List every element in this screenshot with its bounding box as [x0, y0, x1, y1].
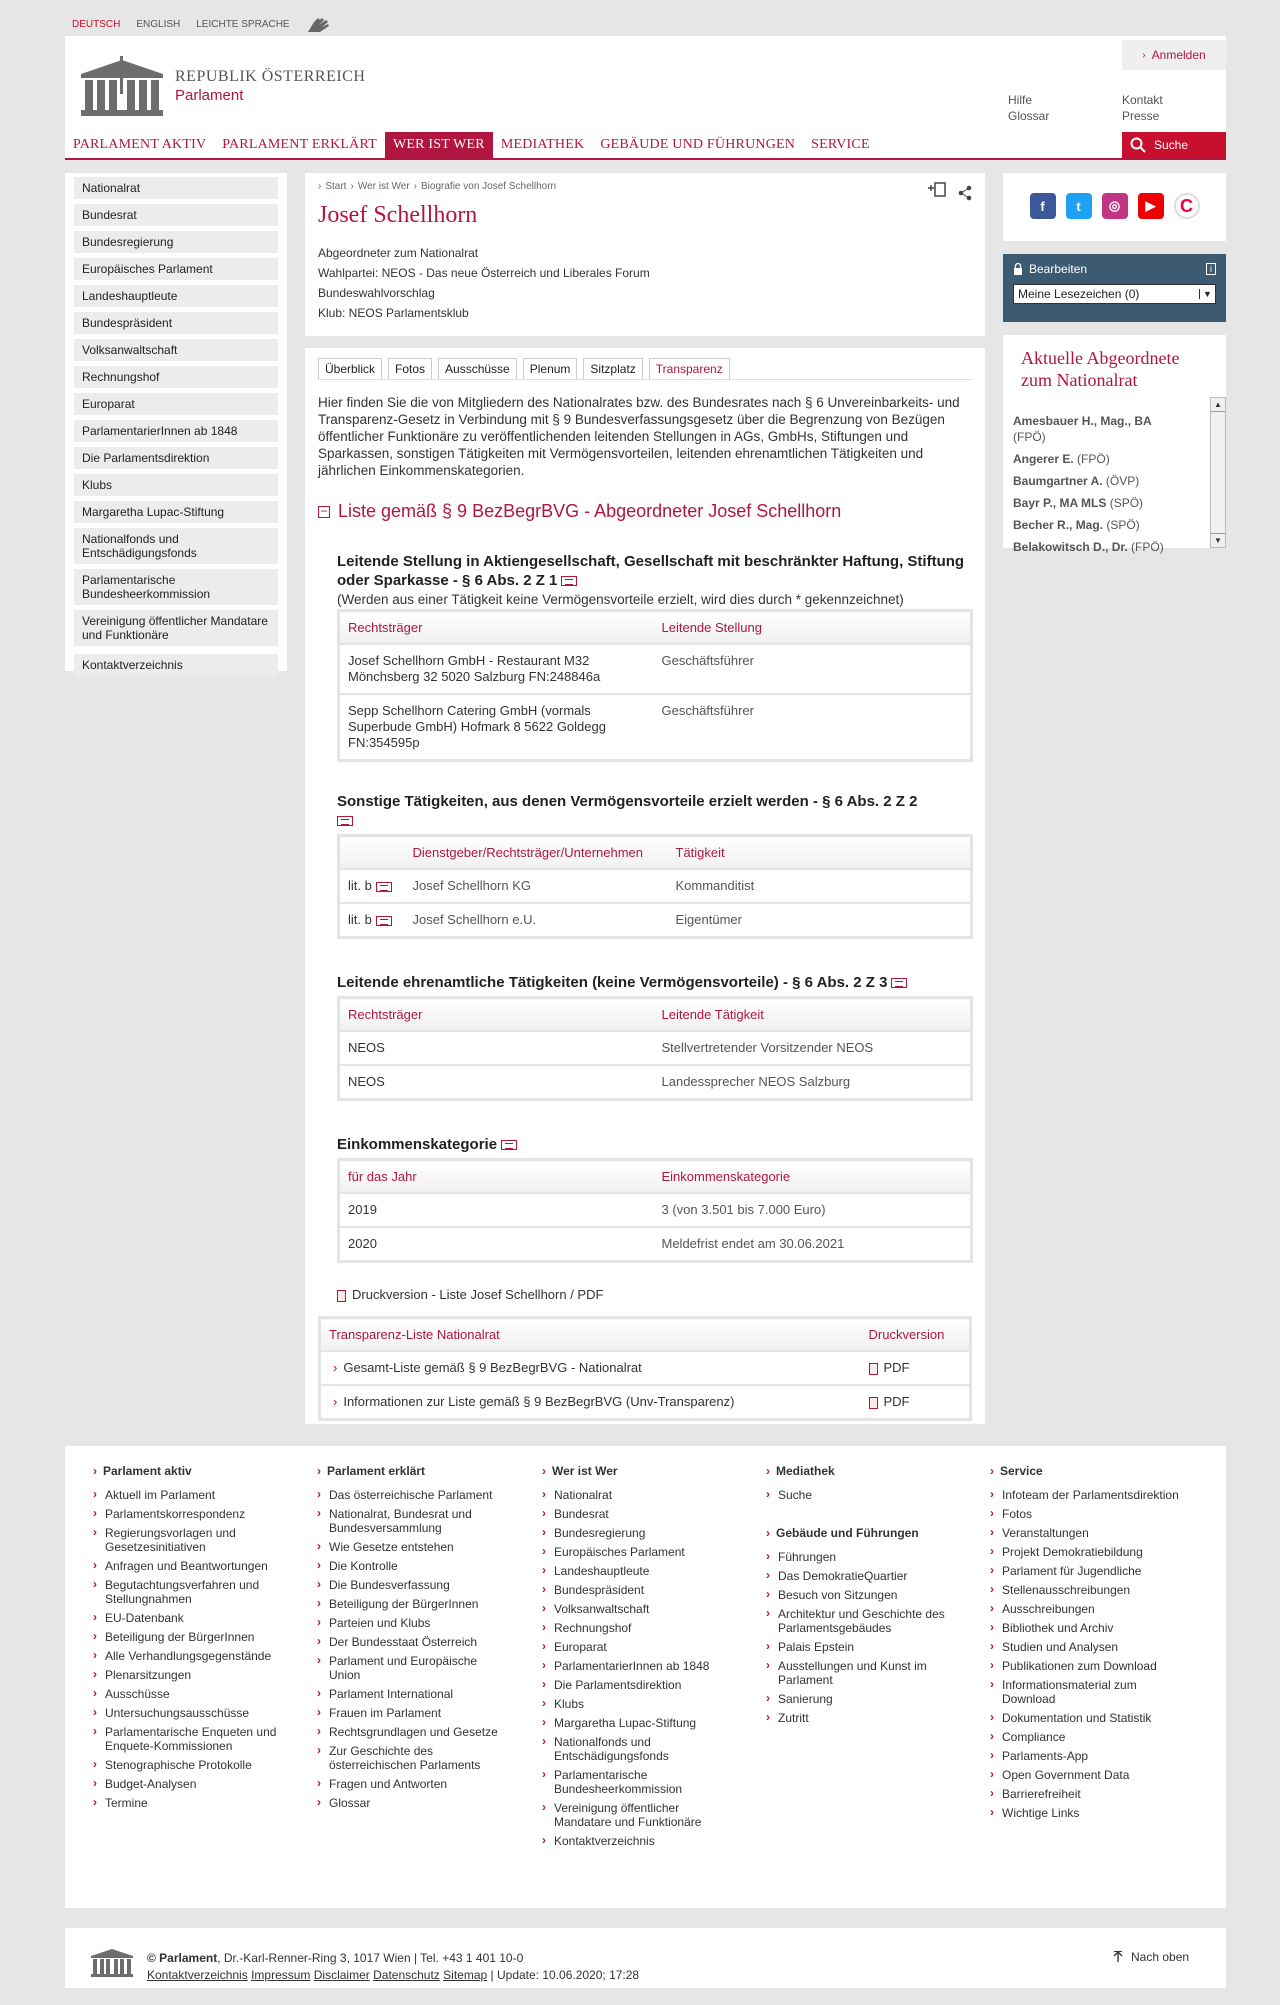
section-leitende-stellung — [337, 552, 973, 762]
table-leitende-stellung — [337, 609, 973, 762]
list-item[interactable]: Angerer E. (FPÖ) — [1013, 452, 1110, 466]
table-sonstige-taetigkeiten — [337, 834, 973, 939]
lock-icon — [1013, 263, 1023, 275]
mp-list-scrollbar[interactable] — [1210, 397, 1226, 548]
profile-party: Wahlpartei: NEOS - Das neue Österreich und Liberales Forum — [318, 266, 650, 280]
nav-parlament-erklaert[interactable]: PARLAMENT ERKLÄRT — [222, 137, 377, 152]
logo-subtitle: Parlament — [175, 87, 244, 104]
pdf-icon — [337, 1290, 346, 1302]
footer-link[interactable]: › Open Government Data — [990, 1768, 1180, 1782]
mp-list-title: Aktuelle Abgeordnete zum Nationalrat — [1021, 348, 1180, 390]
footer-link[interactable]: › Die Bundesverfassung — [317, 1578, 507, 1592]
footer-link[interactable]: › Stellenausschreibungen — [990, 1583, 1180, 1597]
info-liste-link[interactable]: Informationen zur Liste gemäß § 9 BezBegrBVG (Unv-Transparenz) — [343, 1394, 735, 1409]
arrow-up-icon — [1113, 1951, 1123, 1963]
last-update: | Update: 10.06.2020; 17:28 — [490, 1968, 640, 1982]
col-head-rechtstraeger: Rechtsträger — [339, 998, 654, 1032]
footer-link[interactable]: › Studien und Analysen — [990, 1640, 1180, 1654]
footer-col-parlament-aktiv — [93, 1464, 283, 1815]
footer-link[interactable]: › Besuch von Sitzungen — [766, 1588, 956, 1602]
sidebar-item-parlamentsdirektion[interactable]: Die Parlamentsdirektion — [74, 447, 278, 469]
table-row: › Gesamt-Liste gemäß § 9 BezBegrBVG - Nationalrat PDF — [320, 1351, 971, 1385]
footer-link[interactable]: › Bibliothek und Archiv — [990, 1621, 1180, 1635]
contact-directory-link[interactable]: Kontaktverzeichnis — [147, 1968, 248, 1982]
login-button[interactable] — [1122, 40, 1226, 70]
profile-card — [305, 173, 985, 336]
footer-link[interactable]: › Das österreichische Parlament — [317, 1488, 507, 1502]
footer-link[interactable]: › Landeshauptleute — [542, 1564, 732, 1578]
social-card — [1003, 173, 1226, 241]
footer-link[interactable]: › Infoteam der Parlamentsdirektion — [990, 1488, 1180, 1502]
footer-link[interactable]: › Die Parlamentsdirektion — [542, 1678, 732, 1692]
footer-link[interactable]: › Bundesregierung — [542, 1526, 732, 1540]
sign-language-icon[interactable] — [306, 14, 332, 34]
footer-link[interactable]: › Projekt Demokratiebildung — [990, 1545, 1180, 1559]
mp-list-card — [1003, 335, 1226, 554]
footer-link[interactable]: › Barrierefreiheit — [990, 1787, 1180, 1801]
footer-link[interactable]: › Parlamentskorrespondenz — [93, 1507, 283, 1521]
pdf-icon — [869, 1363, 878, 1375]
nav-service[interactable]: SERVICE — [811, 137, 870, 152]
login-label: Anmelden — [1151, 48, 1206, 62]
col-head-leitende-taetigkeit: Leitende Tätigkeit — [654, 998, 972, 1032]
section-sonstige-taetigkeiten — [337, 792, 973, 939]
table-cell: lit. b — [348, 912, 372, 927]
footer-link[interactable]: › Klubs — [542, 1697, 732, 1711]
footer-link[interactable]: › Parteien und Klubs — [317, 1616, 507, 1630]
col-head-leitende-stellung: Leitende Stellung — [654, 611, 972, 645]
footer-link[interactable]: › Begutachtungsverfahren und Stellungnahmen — [93, 1578, 283, 1606]
footer-link[interactable]: › Compliance — [990, 1730, 1180, 1744]
chevron-right-icon: › — [1142, 49, 1146, 61]
gesamt-liste-link[interactable]: Gesamt-Liste gemäß § 9 BezBegrBVG - Nationalrat — [343, 1360, 642, 1375]
footer-link[interactable]: › Palais Epstein — [766, 1640, 956, 1654]
footer-heading[interactable]: › Parlament aktiv — [93, 1464, 283, 1478]
footer-link[interactable]: › Anfragen und Beantwortungen — [93, 1559, 283, 1573]
tab-sitzplatz[interactable]: Sitzplatz — [583, 358, 642, 379]
language-bar — [72, 14, 332, 34]
info-icon[interactable] — [337, 816, 353, 826]
col-head-transparenz-liste: Transparenz-Liste Nationalrat — [320, 1318, 861, 1352]
footer-link[interactable]: › Glossar — [317, 1796, 507, 1810]
col-head-rechtstraeger: Rechtsträger — [339, 611, 654, 645]
footer-link[interactable]: › Veranstaltungen — [990, 1526, 1180, 1540]
col-head-jahr: für das Jahr — [339, 1160, 654, 1194]
print-version-label: Druckversion - Liste Josef Schellhorn / PDF — [352, 1287, 604, 1302]
nav-parlament-aktiv[interactable]: PARLAMENT AKTIV — [73, 137, 207, 152]
lang-english[interactable]: ENGLISH — [136, 18, 181, 30]
footer-col-wer-ist-wer — [542, 1464, 732, 1853]
scroll-up-icon[interactable]: ▲ — [1211, 398, 1225, 412]
table-row — [339, 694, 972, 761]
footer-link[interactable]: › Bundespräsident — [542, 1583, 732, 1597]
bookmarks-select-value: Meine Lesezeichen (0) — [1018, 287, 1140, 301]
address: , Dr.-Karl-Renner-Ring 3, 1017 Wien | Tel. +43 1 401 10-0 — [217, 1951, 524, 1965]
section2-title: Sonstige Tätigkeiten, aus denen Vermögensvorteile erzielt werden - § 6 Abs. 2 Z 2 — [337, 793, 918, 810]
section-einkommen — [337, 1135, 973, 1263]
section-ehrenamtlich — [337, 973, 973, 1101]
twitter-icon[interactable]: t — [1066, 193, 1092, 219]
tab-ueberblick[interactable]: Überblick — [318, 358, 382, 379]
parliament-app-icon[interactable]: C — [1174, 193, 1200, 219]
footer-link[interactable]: › Frauen im Parlament — [317, 1706, 507, 1720]
footer-link[interactable]: › Ausschüsse — [93, 1687, 283, 1701]
footer-heading[interactable]: › Gebäude und Führungen — [766, 1526, 956, 1540]
press-link[interactable]: Presse — [1122, 109, 1160, 123]
parliament-building-icon — [79, 54, 165, 118]
footer-link[interactable]: › Rechtsgrundlagen und Gesetze — [317, 1725, 507, 1739]
table-row — [339, 869, 972, 903]
footer-link[interactable]: › Suche — [766, 1488, 956, 1502]
table-cell: Kommanditist — [668, 869, 972, 903]
sidebar-item-bundesregierung[interactable]: Bundesregierung — [74, 231, 278, 253]
meta-links-right — [1122, 92, 1163, 124]
table-row — [339, 903, 972, 938]
search-button[interactable] — [1122, 132, 1226, 158]
list-item[interactable]: Bayr P., MA MLS (SPÖ) — [1013, 496, 1144, 510]
col-head-taetigkeit: Tätigkeit — [668, 836, 972, 870]
bookmark-add-icon[interactable] — [927, 181, 947, 199]
table-cell: 3 (von 3.501 bis 7.000 Euro) — [654, 1193, 972, 1227]
table-cell: Geschäftsführer — [654, 694, 972, 761]
parliament-building-icon — [90, 1948, 134, 1978]
footer-heading[interactable]: › Wer ist Wer — [542, 1464, 732, 1478]
table-einkommen — [337, 1158, 973, 1263]
sitemap-link[interactable]: Sitemap — [443, 1968, 488, 1982]
copyright: © Parlament — [147, 1951, 218, 1965]
pdf-link[interactable]: PDF — [883, 1394, 910, 1409]
footer-heading[interactable]: › Parlament erklärt — [317, 1464, 507, 1478]
table-row — [339, 1193, 972, 1227]
table-row — [339, 1227, 972, 1262]
footer-link[interactable]: › Zutritt — [766, 1711, 956, 1725]
footer-link[interactable]: › Architektur und Geschichte des Parlamentsgebäudes — [766, 1607, 956, 1635]
footer-link[interactable]: › Nationalfonds und Entschädigungsfonds — [542, 1735, 732, 1763]
info-icon[interactable]: i — [1206, 263, 1216, 275]
list-item[interactable]: Amesbauer H., Mag., BA (FPÖ) — [1013, 414, 1152, 444]
sidebar-item-kontaktverzeichnis[interactable]: Kontaktverzeichnis — [74, 654, 278, 676]
footer-link[interactable]: › Dokumentation und Statistik — [990, 1711, 1180, 1725]
table-cell: 2020 — [339, 1227, 654, 1262]
left-sidebar — [65, 173, 287, 671]
footer-link[interactable]: › Nationalrat — [542, 1488, 732, 1502]
collapse-icon: − — [318, 506, 330, 518]
footer-link[interactable]: › Beteiligung der BürgerInnen — [93, 1630, 283, 1644]
footer-link[interactable]: › Untersuchungsausschüsse — [93, 1706, 283, 1720]
table-row: › Informationen zur Liste gemäß § 9 BezBegrBVG (Unv-Transparenz) PDF — [320, 1385, 971, 1420]
breadcrumb-wer-ist-wer[interactable]: Wer ist Wer — [357, 181, 410, 192]
footer-link[interactable]: › Budget-Analysen — [93, 1777, 283, 1791]
contact-link[interactable]: Kontakt — [1122, 93, 1163, 107]
table-cell: Josef Schellhorn e.U. — [405, 903, 668, 938]
footer-link[interactable]: › Alle Verhandlungsgegenstände — [93, 1649, 283, 1663]
impressum-link[interactable]: Impressum — [251, 1968, 311, 1982]
page-title: Josef Schellhorn — [318, 202, 478, 228]
footer-link[interactable]: › Europarat — [542, 1640, 732, 1654]
sidebar-item-parlamentarier[interactable]: ParlamentarierInnen ab 1848 — [74, 420, 278, 442]
table-row — [339, 644, 972, 694]
table-cell: Stellvertretender Vorsitzender NEOS — [654, 1031, 972, 1065]
chevron-down-icon: ▼ — [1199, 289, 1215, 299]
tab-plenum[interactable]: Plenum — [523, 358, 578, 379]
print-version-link[interactable] — [337, 1287, 972, 1302]
profile-info — [318, 243, 972, 323]
breadcrumb-start[interactable]: Start — [325, 181, 347, 192]
instagram-icon[interactable]: ◎ — [1102, 193, 1128, 219]
footer-link[interactable]: › Aktuell im Parlament — [93, 1488, 283, 1502]
col-head-blank — [339, 836, 405, 870]
footer-col-mediathek — [766, 1464, 956, 1730]
mp-list — [1013, 413, 1205, 554]
intro-text: Hier finden Sie die von Mitgliedern des Nationalrates bzw. des Bundesrates nach § 6 Unvereinbarkeits- und Transparenz-Gesetz in Verbindung mit § 9 Bundesverfassungsgesetz über die Begrenzung von Bezügen öffentlicher Funktionäre zu veröffentlichenden leitenden Stellungen in AGs, GmbHs, Stiftungen und Sparkassen, sonstigen Tätigkeiten mit Vermögensvorteilen, leitenden ehrenamtlichen Tätigkeiten und jährlichen Einkommenskategorien. — [318, 395, 960, 478]
footer-link[interactable]: › ParlamentarierInnen ab 1848 — [542, 1659, 732, 1673]
table-cell: lit. b — [348, 878, 372, 893]
footer-link[interactable]: › Plenarsitzungen — [93, 1668, 283, 1682]
footer-link[interactable]: › Regierungsvorlagen und Gesetzesinitiativen — [93, 1526, 283, 1554]
meta-links-left — [1008, 92, 1049, 124]
nav-mediathek[interactable]: MEDIATHEK — [500, 137, 585, 152]
section4-title: Einkommenskategorie — [337, 1136, 498, 1153]
footer-link[interactable]: › Führungen — [766, 1550, 956, 1564]
youtube-icon[interactable]: ▶ — [1138, 193, 1164, 219]
back-to-top-label: Nach oben — [1131, 1950, 1190, 1964]
bottom-bar — [65, 1928, 1226, 1988]
edit-label: Bearbeiten — [1029, 262, 1088, 276]
pdf-link[interactable]: PDF — [883, 1360, 910, 1375]
table-cell: Josef Schellhorn KG — [405, 869, 668, 903]
table-ehrenamtlich — [337, 996, 973, 1101]
info-icon[interactable] — [376, 916, 392, 926]
profile-club: Klub: NEOS Parlamentsklub — [318, 306, 469, 320]
nav-gebaeude[interactable]: GEBÄUDE UND FÜHRUNGEN — [600, 137, 796, 152]
sidebar-item-nationalfonds[interactable]: Nationalfonds und Entschädigungsfonds — [74, 528, 278, 564]
glossary-link[interactable]: Glossar — [1008, 109, 1050, 123]
table-cell: Josef Schellhorn GmbH - Restaurant M32 Mönchsberg 32 5020 Salzburg FN:248846a — [339, 644, 654, 694]
main-navigation — [65, 132, 1226, 160]
footer-link[interactable]: › EU-Datenbank — [93, 1611, 283, 1625]
footer-link[interactable]: › Volksanwaltschaft — [542, 1602, 732, 1616]
table-cell: Meldefrist endet am 30.06.2021 — [654, 1227, 972, 1262]
share-icon[interactable] — [957, 185, 973, 201]
info-icon[interactable] — [561, 576, 577, 586]
parliament-logo[interactable] — [79, 54, 365, 118]
footer-col-parlament-erklaert — [317, 1464, 507, 1815]
table-cell: Eigentümer — [668, 903, 972, 938]
footer-link[interactable]: › Wie Gesetze entstehen — [317, 1540, 507, 1554]
footer-link[interactable]: › Stenographische Protokolle — [93, 1758, 283, 1772]
tab-fotos[interactable]: Fotos — [388, 358, 432, 379]
footer-link[interactable]: › Beteiligung der BürgerInnen — [317, 1597, 507, 1611]
footer-col-service — [990, 1464, 1180, 1825]
footer-link[interactable]: › Rechnungshof — [542, 1621, 732, 1635]
sidebar-item-bundesheerkommission[interactable]: Parlamentarische Bundesheerkommission — [74, 569, 278, 605]
footer-link[interactable]: › Das DemokratieQuartier — [766, 1569, 956, 1583]
search-icon — [1130, 137, 1146, 153]
back-to-top-link[interactable] — [1113, 1950, 1189, 1964]
sidebar-item-lupac-stiftung[interactable]: Margaretha Lupac-Stiftung — [74, 501, 278, 523]
profile-role: Abgeordneter zum Nationalrat — [318, 246, 479, 260]
footer-link[interactable]: › Parlamentarische Bundesheerkommission — [542, 1768, 732, 1796]
profile-election: Bundeswahlvorschlag — [318, 286, 435, 300]
profile-tabs — [318, 358, 972, 379]
info-icon[interactable] — [501, 1140, 517, 1150]
tab-ausschuesse[interactable]: Ausschüsse — [438, 358, 517, 379]
footer-link[interactable]: › Zur Geschichte des österreichischen Parlaments — [317, 1744, 507, 1772]
footer-link[interactable]: › Parlament und Europäische Union — [317, 1654, 507, 1682]
facebook-icon[interactable]: f — [1030, 193, 1056, 219]
footer-link[interactable]: › Fragen und Antworten — [317, 1777, 507, 1791]
table-cell: Geschäftsführer — [654, 644, 972, 694]
section1-title: Leitende Stellung in Aktiengesellschaft, Gesellschaft mit beschränkter Haftung, Stiftung oder Sparkasse - § 6 Abs. 2 Z 1 — [337, 553, 965, 589]
table-transparenz-liste — [318, 1316, 972, 1421]
tab-transparenz[interactable]: Transparenz — [649, 358, 730, 379]
footer-link[interactable]: › Fotos — [990, 1507, 1180, 1521]
footer-link[interactable]: › Parlament International — [317, 1687, 507, 1701]
footer-link[interactable]: › Nationalrat, Bundesrat und Bundesversammlung — [317, 1507, 507, 1535]
footer-link[interactable]: › Bundesrat — [542, 1507, 732, 1521]
sidebar-item-vereinigung[interactable]: Vereinigung öffentlicher Mandatare und Funktionäre — [74, 610, 278, 646]
footer-link[interactable]: › Ausstellungen und Kunst im Parlament — [766, 1659, 956, 1687]
col-head-dienstgeber: Dienstgeber/Rechtsträger/Unternehmen — [405, 836, 668, 870]
sidebar-item-bundesrat[interactable]: Bundesrat — [74, 204, 278, 226]
sidebar-item-klubs[interactable]: Klubs — [74, 474, 278, 496]
help-link[interactable]: Hilfe — [1008, 93, 1033, 107]
pdf-icon — [869, 1397, 878, 1409]
footer-link[interactable]: › Publikationen zum Download — [990, 1659, 1180, 1673]
breadcrumb-current: Biografie von Josef Schellhorn — [421, 181, 557, 192]
sidebar-item-rechnungshof[interactable]: Rechnungshof — [74, 366, 278, 388]
sidebar-item-nationalrat[interactable]: Nationalrat — [74, 177, 278, 199]
table-cell: NEOS — [339, 1031, 654, 1065]
site-footer — [65, 1446, 1226, 1908]
sidebar-item-bundespraesident[interactable]: Bundespräsident — [74, 312, 278, 334]
list-item[interactable]: Baumgartner A. (ÖVP) — [1013, 474, 1140, 488]
list-title: Liste gemäß § 9 BezBegrBVG - Abgeordneter Josef Schellhorn — [338, 501, 842, 521]
logo-title: REPUBLIK ÖSTERREICH — [175, 68, 366, 85]
search-label: Suche — [1154, 138, 1189, 152]
table-cell: Landessprecher NEOS Salzburg — [654, 1065, 972, 1100]
sidebar-item-landeshauptleute[interactable]: Landeshauptleute — [74, 285, 278, 307]
scroll-down-icon[interactable]: ▼ — [1211, 533, 1225, 547]
bookmarks-select[interactable] — [1013, 284, 1216, 304]
list-toggle[interactable] — [318, 501, 972, 522]
imprint-block — [147, 1950, 639, 1984]
site-header — [65, 36, 1226, 132]
footer-link[interactable]: › Sanierung — [766, 1692, 956, 1706]
footer-link[interactable]: › Parlaments-App — [990, 1749, 1180, 1763]
breadcrumb: › Start › Wer ist Wer › Biografie von Josef Schellhorn — [318, 181, 557, 192]
sidebar-item-volksanwaltschaft[interactable]: Volksanwaltschaft — [74, 339, 278, 361]
footer-heading[interactable]: › Service — [990, 1464, 1180, 1478]
footer-heading[interactable]: › Mediathek — [766, 1464, 956, 1478]
table-cell: 2019 — [339, 1193, 654, 1227]
edit-panel — [1003, 254, 1226, 322]
footer-link[interactable]: › Europäisches Parlament — [542, 1545, 732, 1559]
footer-link[interactable]: › Der Bundesstaat Österreich — [317, 1635, 507, 1649]
table-row — [339, 1065, 972, 1100]
lang-deutsch[interactable]: DEUTSCH — [72, 18, 121, 30]
footer-link[interactable]: › Parlament für Jugendliche — [990, 1564, 1180, 1578]
list-item[interactable]: Becher R., Mag. (SPÖ) — [1013, 518, 1140, 532]
col-head-druckversion: Druckversion — [861, 1318, 971, 1352]
info-icon[interactable] — [891, 978, 907, 988]
footer-link[interactable]: › Informationsmaterial zum Download — [990, 1678, 1180, 1706]
info-icon[interactable] — [376, 882, 392, 892]
section1-note: (Werden aus einer Tätigkeit keine Vermögensvorteile erzielt, wird dies durch * gekennzeichnet) — [337, 592, 904, 607]
footer-link[interactable]: › Die Kontrolle — [317, 1559, 507, 1573]
nav-wer-ist-wer[interactable]: WER IST WER — [385, 132, 493, 158]
footer-link[interactable]: › Ausschreibungen — [990, 1602, 1180, 1616]
lang-easy[interactable]: LEICHTE SPRACHE — [196, 18, 290, 30]
table-cell: NEOS — [339, 1065, 654, 1100]
footer-link[interactable]: › Termine — [93, 1796, 283, 1810]
section3-title: Leitende ehrenamtliche Tätigkeiten (keine Vermögensvorteile) - § 6 Abs. 2 Z 3 — [337, 974, 888, 991]
table-row — [339, 1031, 972, 1065]
footer-link[interactable]: › Vereinigung öffentlicher Mandatare und Funktionäre — [542, 1801, 732, 1829]
footer-link[interactable]: › Kontaktverzeichnis — [542, 1834, 732, 1848]
sidebar-item-eu-parlament[interactable]: Europäisches Parlament — [74, 258, 278, 280]
disclaimer-link[interactable]: Disclaimer — [313, 1968, 370, 1982]
footer-link[interactable]: › Wichtige Links — [990, 1806, 1180, 1820]
footer-link[interactable]: › Parlamentarische Enqueten und Enquete-Kommissionen — [93, 1725, 283, 1753]
table-cell: Sepp Schellhorn Catering GmbH (vormals Superbude GmbH) Hofmark 8 5622 Goldegg FN:354595p — [339, 694, 654, 761]
col-head-einkommenskategorie: Einkommenskategorie — [654, 1160, 972, 1194]
datenschutz-link[interactable]: Datenschutz — [373, 1968, 440, 1982]
sidebar-item-europarat[interactable]: Europarat — [74, 393, 278, 415]
transparency-card — [305, 348, 985, 1424]
list-item[interactable]: Belakowitsch D., Dr. (FPÖ) — [1013, 540, 1164, 554]
footer-link[interactable]: › Margaretha Lupac-Stiftung — [542, 1716, 732, 1730]
